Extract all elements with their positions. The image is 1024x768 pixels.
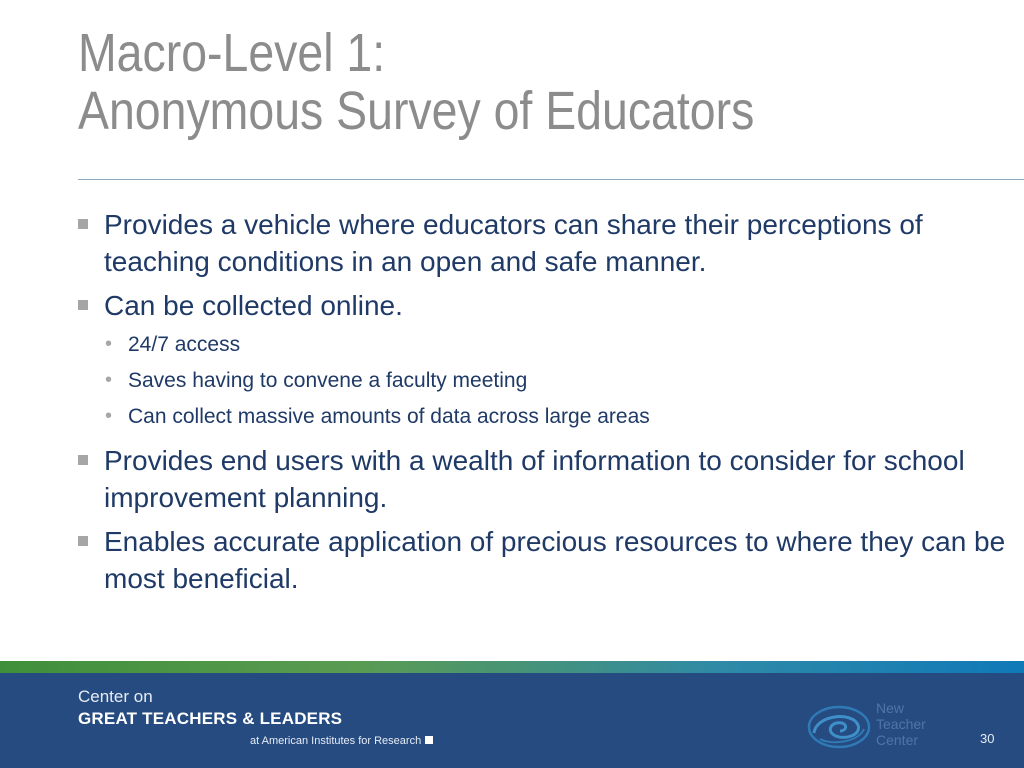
dot-bullet-icon: • [105,333,113,355]
square-mark-icon [425,736,433,744]
org-name-line-3 [250,734,433,748]
sub-bullet-item [104,403,1008,430]
square-bullet-icon [78,455,88,465]
bullet-text: Enables accurate application of precious resources to where they can be most beneficial. [104,526,1006,594]
slide-title-line-1: Macro-Level 1: [78,23,386,83]
footer-band [0,673,1024,768]
square-bullet-icon [78,300,88,310]
org-affiliation-text: at American Institutes for Research [250,735,422,747]
slide-title [78,24,754,140]
bullet-item [78,287,1008,324]
sub-bullet-item [104,331,1008,358]
page-number: 30 [980,731,995,746]
partner-logo-word: Teacher [876,716,926,732]
slide-title-line-2: Anonymous Survey of Educators [78,81,755,141]
dot-bullet-icon: • [105,369,113,391]
footer-gradient-stripe [0,661,1024,673]
bullet-item [78,206,1008,280]
sub-bullet-text: Can collect massive amounts of data across large areas [128,405,650,428]
sub-bullet-item [104,367,1008,394]
org-name-line-1: Center on [78,687,153,706]
partner-logo-text [876,700,926,748]
swirl-icon [806,703,872,751]
title-divider [78,179,1024,180]
org-name-line-2: GREAT TEACHERS & LEADERS [78,709,343,728]
sub-bullet-text: Saves having to convene a faculty meeting [128,369,528,392]
partner-logo-word: Center [876,732,919,748]
bullet-list [78,206,1008,604]
bullet-item [78,442,1008,516]
bullet-text: Provides a vehicle where educators can share their perceptions of teaching conditions in an open and safe manner. [104,209,923,277]
bullet-text: Can be collected online. [104,290,403,321]
dot-bullet-icon: • [105,405,113,427]
partner-logo-word: New [876,700,905,716]
sub-bullet-text: 24/7 access [128,333,241,356]
bullet-item [78,523,1008,597]
bullet-text: Provides end users with a wealth of information to consider for school improvement planning. [104,445,965,513]
square-bullet-icon [78,219,88,229]
square-bullet-icon [78,536,88,546]
